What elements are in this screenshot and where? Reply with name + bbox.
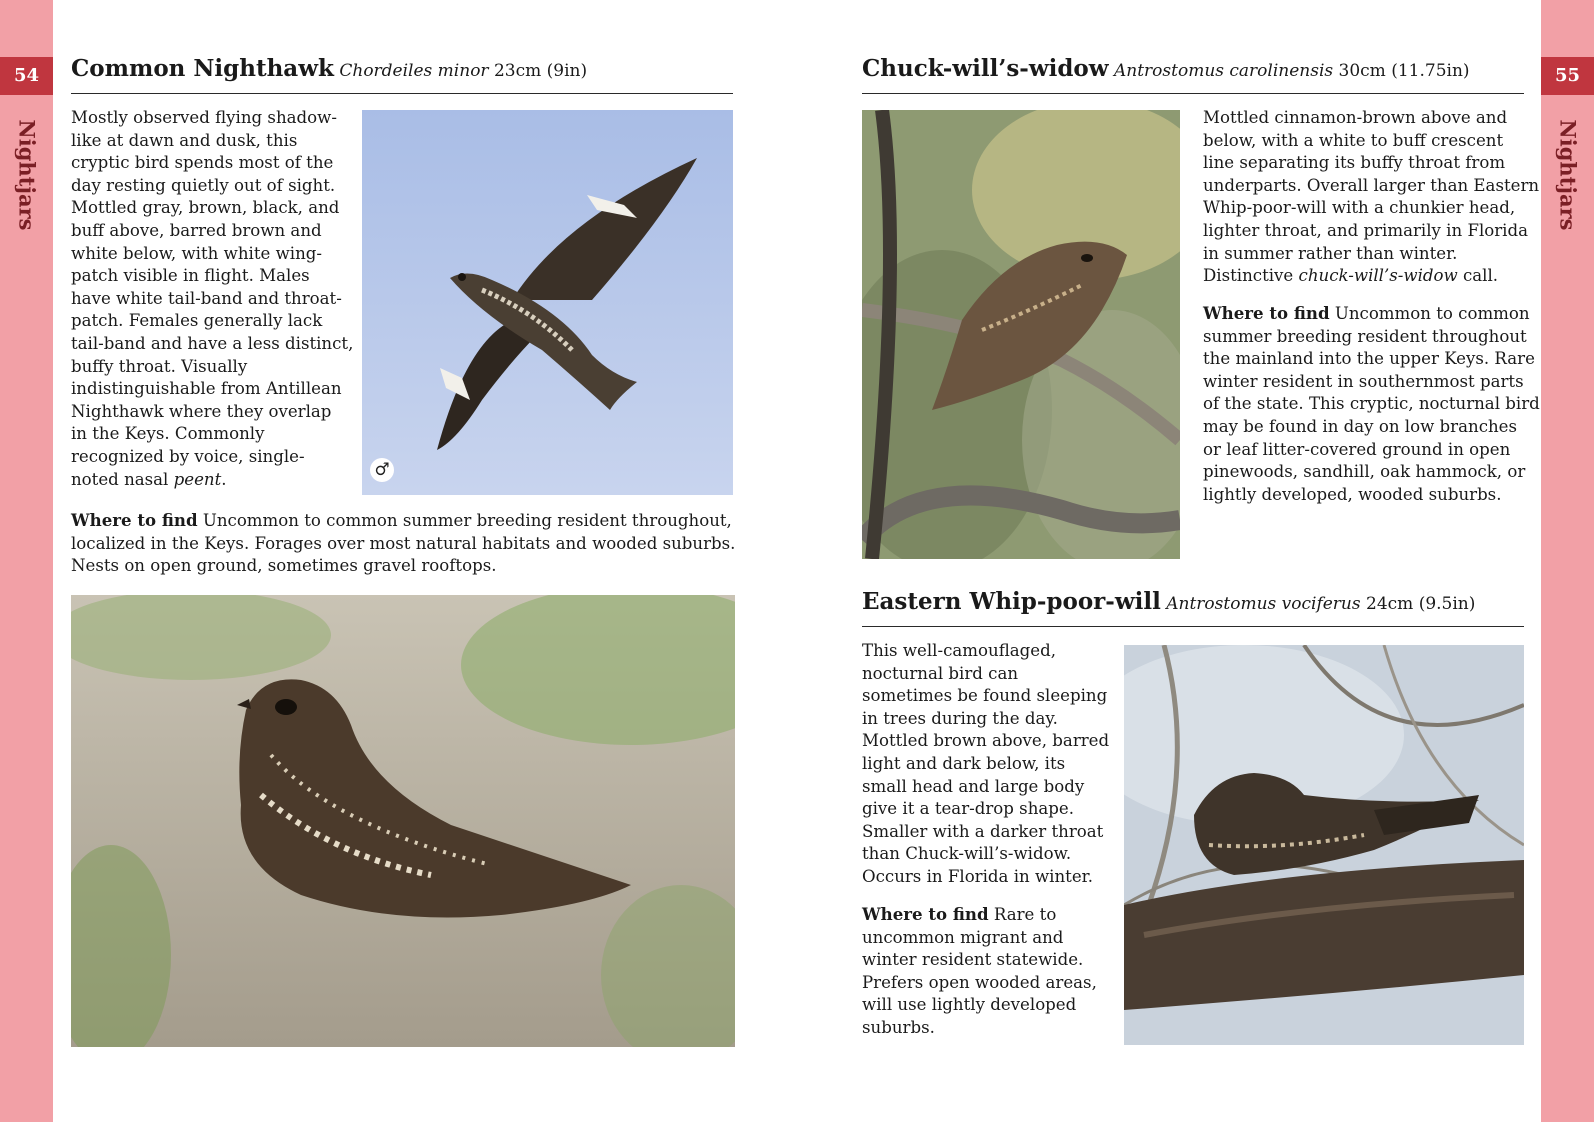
where-label: Where to find	[1203, 303, 1330, 323]
common-name: Chuck-will’s-widow	[862, 55, 1109, 82]
where-line: lightly developed, wooded suburbs.	[1203, 484, 1502, 504]
where-line: pinewoods, sandhill, oak hammock, or	[1203, 462, 1526, 482]
description-line: patch. Females generally lack	[71, 311, 323, 331]
description-line: sometimes be found sleeping	[862, 686, 1108, 706]
male-symbol: ♂	[370, 458, 394, 482]
left-page-number: 54	[0, 57, 53, 95]
description-common-nighthawk	[71, 107, 356, 491]
where-line: the mainland into the upper Keys. Rare	[1203, 349, 1535, 369]
description-line	[1203, 265, 1543, 288]
description-line: underparts. Overall larger than Eastern	[1203, 175, 1540, 195]
call-name: peent	[173, 469, 222, 489]
scientific-name: Antrostomus vociferus	[1166, 594, 1361, 614]
description-line: Mottled brown above, barred	[862, 731, 1110, 751]
description-text: call.	[1457, 266, 1499, 286]
description-line: white below, with white wing-	[71, 243, 323, 263]
where-line: summer breeding resident throughout	[1203, 326, 1527, 346]
description-line: have white tail-band and throat-	[71, 288, 342, 308]
description-line: Mottled cinnamon-brown above and	[1203, 108, 1508, 127]
where-text: Uncommon to common summer breeding resident throughout,	[197, 511, 732, 530]
photo-eastern-whip-poor-will	[1124, 645, 1524, 1045]
description-line: day resting quietly out of sight.	[71, 175, 336, 195]
where-line: localized in the Keys. Forages over most natural habitats and wooded suburbs.	[71, 533, 736, 553]
where-line: or leaf litter-covered ground in open	[1203, 439, 1511, 459]
where-text: Uncommon to common	[1329, 304, 1530, 323]
description-line: in summer rather than winter.	[1203, 243, 1458, 263]
where-line: winter resident in southernmost parts	[1203, 371, 1524, 391]
photo-nighthawk-flight	[362, 110, 733, 495]
where-line: suburbs.	[862, 1017, 935, 1037]
where-to-find-chuck-wills-widow	[1203, 302, 1543, 506]
species-title-eastern-whip-poor-will	[862, 590, 1475, 616]
description-line: light and dark below, its	[862, 753, 1066, 773]
description-line: Smaller with a darker throat	[862, 821, 1104, 841]
photo-nighthawk-ground	[71, 595, 735, 1047]
where-line: uncommon migrant and	[862, 927, 1064, 947]
description-line: Occurs in Florida in winter.	[862, 866, 1094, 886]
where-label: Where to find	[862, 904, 989, 924]
description-chuck-wills-widow	[1203, 107, 1543, 288]
description-line: lighter throat, and primarily in Florida	[1203, 220, 1529, 240]
scientific-name: Antrostomus carolinensis	[1113, 61, 1334, 81]
description-line: than Chuck-will’s-widow.	[862, 844, 1072, 864]
description-line: below, with a white to buff crescent	[1203, 130, 1504, 150]
species-title-chuck-wills-widow	[862, 57, 1470, 83]
where-line: of the state. This cryptic, nocturnal bird	[1203, 394, 1540, 414]
where-line: may be found in day on low branches	[1203, 416, 1518, 436]
common-name: Common Nighthawk	[71, 55, 334, 82]
description-line: indistinguishable from Antillean	[71, 379, 342, 399]
title-rule	[862, 626, 1524, 627]
left-section-tab	[0, 115, 53, 235]
description-line: patch visible in flight. Males	[71, 266, 310, 286]
description-line: small head and large body	[862, 776, 1085, 796]
description-text: .	[221, 469, 227, 489]
description-line: nocturnal bird can	[862, 663, 1019, 683]
right-section-tab	[1541, 115, 1594, 235]
where-to-find-common-nighthawk	[71, 509, 741, 578]
description-line: line separating its buffy throat from	[1203, 153, 1506, 173]
description-eastern-whip-poor-will	[862, 640, 1122, 889]
where-to-find-eastern-whip-poor-will	[862, 903, 1122, 1040]
where-line: Prefers open wooded areas,	[862, 972, 1097, 992]
description-line: buff above, barred brown and	[71, 220, 322, 240]
photo-chuck-wills-widow	[862, 110, 1180, 559]
description-line: buffy throat. Visually	[71, 356, 248, 376]
where-line: will use lightly developed	[862, 995, 1077, 1015]
description-line: like at dawn and dusk, this	[71, 130, 298, 150]
description-line: Nighthawk where they overlap	[71, 401, 332, 421]
description-line: This well-camouflaged,	[862, 641, 1056, 660]
description-line: Mottled gray, brown, black, and	[71, 198, 340, 218]
description-text: Distinctive	[1203, 266, 1299, 286]
description-line: in the Keys. Commonly	[71, 424, 265, 444]
description-line: cryptic bird spends most of the	[71, 153, 334, 173]
size: 30cm (11.75in)	[1338, 61, 1470, 81]
species-title-common-nighthawk	[71, 57, 587, 83]
description-line: Mostly observed flying shadow-	[71, 108, 337, 127]
scientific-name: Chordeiles minor	[339, 61, 489, 81]
size: 23cm (9in)	[493, 61, 588, 81]
common-name: Eastern Whip-poor-will	[862, 588, 1161, 615]
where-line: winter resident statewide.	[862, 950, 1084, 970]
where-label: Where to find	[71, 510, 198, 530]
description-line: in trees during the day.	[862, 708, 1058, 728]
description-line: Whip-poor-will with a chunkier head,	[1203, 198, 1516, 218]
where-line: Nests on open ground, sometimes gravel rooftops.	[71, 556, 497, 576]
where-text: Rare to	[988, 905, 1057, 924]
title-rule	[862, 93, 1524, 94]
description-line: give it a tear-drop shape.	[862, 799, 1074, 819]
description-text: noted nasal	[71, 469, 174, 489]
right-page-number: 55	[1541, 57, 1594, 95]
right-section-label: Nightjars	[1555, 119, 1580, 231]
description-line	[71, 469, 356, 492]
description-line: tail-band and have a less distinct,	[71, 333, 354, 353]
description-line: recognized by voice, single-	[71, 446, 305, 466]
left-section-label: Nightjars	[14, 119, 39, 231]
size: 24cm (9.5in)	[1366, 594, 1476, 614]
title-rule	[71, 93, 733, 94]
call-name: chuck-will’s-widow	[1298, 266, 1458, 286]
